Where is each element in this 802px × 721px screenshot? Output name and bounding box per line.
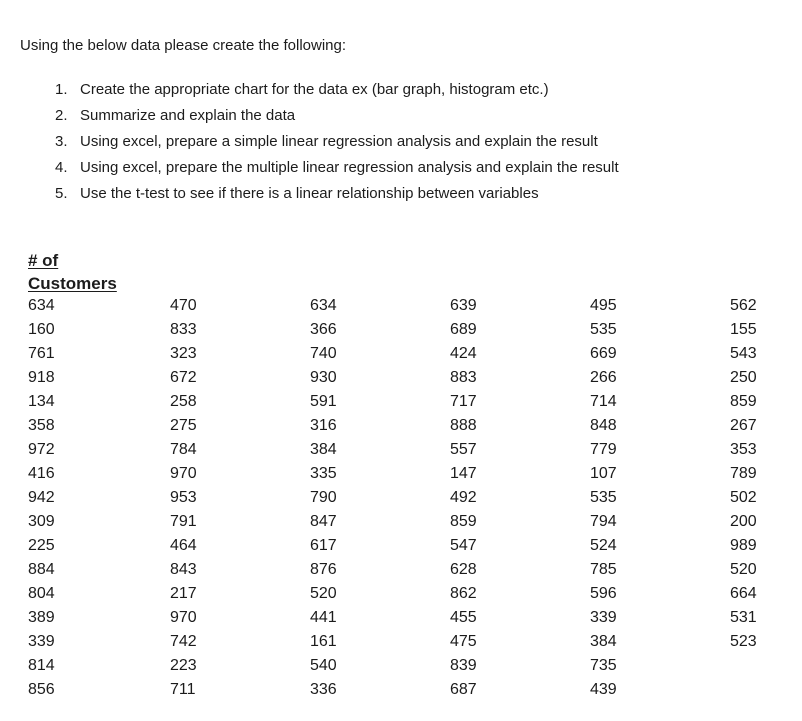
table-cell: 134 xyxy=(28,393,55,410)
table-cell: 953 xyxy=(170,489,197,506)
table-cell: 531 xyxy=(730,609,757,626)
task-text: Using excel, prepare the multiple linear regression analysis and explain the result xyxy=(80,159,619,176)
table-cell: 639 xyxy=(450,297,477,314)
table-cell: 794 xyxy=(590,513,617,530)
table-cell: 147 xyxy=(450,465,477,482)
table-cell: 814 xyxy=(28,657,55,674)
table-cell: 475 xyxy=(450,633,477,650)
table-cell: 353 xyxy=(730,441,757,458)
table-cell: 596 xyxy=(590,585,617,602)
table-cell: 687 xyxy=(450,681,477,698)
table-cell: 859 xyxy=(730,393,757,410)
table-cell: 790 xyxy=(310,489,337,506)
table-cell: 335 xyxy=(310,465,337,482)
task-text: Create the appropriate chart for the data ex (bar graph, histogram etc.) xyxy=(80,81,549,98)
task-item-5 xyxy=(55,184,619,210)
table-cell: 791 xyxy=(170,513,197,530)
table-cell: 972 xyxy=(28,441,55,458)
table-cell: 492 xyxy=(450,489,477,506)
customer-data-table xyxy=(28,294,802,702)
table-cell: 785 xyxy=(590,561,617,578)
table-cell: 464 xyxy=(170,537,197,554)
task-list xyxy=(55,80,619,210)
table-cell: 424 xyxy=(450,345,477,362)
task-text: Using excel, prepare a simple linear regression analysis and explain the result xyxy=(80,133,598,150)
table-cell: 848 xyxy=(590,417,617,434)
table-cell: 535 xyxy=(590,321,617,338)
table-cell: 470 xyxy=(170,297,197,314)
task-item-2 xyxy=(55,106,619,132)
task-number: 2. xyxy=(55,107,68,124)
table-cell: 634 xyxy=(310,297,337,314)
table-cell: 524 xyxy=(590,537,617,554)
table-cell: 540 xyxy=(310,657,337,674)
table-cell: 323 xyxy=(170,345,197,362)
table-cell: 711 xyxy=(170,681,196,698)
table-cell: 275 xyxy=(170,417,197,434)
table-cell: 859 xyxy=(450,513,477,530)
table-cell: 883 xyxy=(450,369,477,386)
task-number: 1. xyxy=(55,81,68,98)
table-cell: 389 xyxy=(28,609,55,626)
table-cell: 628 xyxy=(450,561,477,578)
table-header-line1: # of xyxy=(28,251,59,270)
table-cell: 740 xyxy=(310,345,337,362)
task-text: Summarize and explain the data xyxy=(80,107,296,124)
task-text: Use the t-test to see if there is a linear relationship between variables xyxy=(80,185,539,202)
table-cell: 441 xyxy=(310,609,337,626)
table-cell: 160 xyxy=(28,321,55,338)
task-item-4 xyxy=(55,158,619,184)
table-cell: 856 xyxy=(28,681,55,698)
table-cell: 416 xyxy=(28,465,55,482)
table-cell: 339 xyxy=(590,609,617,626)
table-cell: 502 xyxy=(730,489,757,506)
table-cell: 316 xyxy=(310,417,337,434)
task-number: 3. xyxy=(55,133,68,150)
table-cell: 876 xyxy=(310,561,337,578)
table-cell: 742 xyxy=(170,633,197,650)
table-cell: 789 xyxy=(730,465,757,482)
table-cell: 520 xyxy=(310,585,337,602)
table-cell: 689 xyxy=(450,321,477,338)
table-cell: 804 xyxy=(28,585,55,602)
table-cell: 455 xyxy=(450,609,477,626)
table-cell: 225 xyxy=(28,537,55,554)
table-cell: 495 xyxy=(590,297,617,314)
table-cell: 862 xyxy=(450,585,477,602)
table-cell: 358 xyxy=(28,417,55,434)
table-cell: 735 xyxy=(590,657,617,674)
table-cell: 833 xyxy=(170,321,197,338)
table-cell: 970 xyxy=(170,465,197,482)
task-item-3 xyxy=(55,132,619,158)
table-header xyxy=(28,249,117,295)
table-cell: 200 xyxy=(730,513,757,530)
table-cell: 884 xyxy=(28,561,55,578)
table-cell: 557 xyxy=(450,441,477,458)
table-cell: 634 xyxy=(28,297,55,314)
page-title: Using the below data please create the following: xyxy=(20,37,347,54)
table-cell: 543 xyxy=(730,345,757,362)
table-cell: 250 xyxy=(730,369,757,386)
table-cell: 520 xyxy=(730,561,757,578)
table-cell xyxy=(730,678,802,702)
task-item-1 xyxy=(55,80,619,106)
table-header-line2: Customers xyxy=(28,274,117,293)
table-cell: 779 xyxy=(590,441,617,458)
table-cell: 336 xyxy=(310,681,337,698)
table-cell: 664 xyxy=(730,585,757,602)
table-cell: 384 xyxy=(590,633,617,650)
table-cell: 591 xyxy=(310,393,337,410)
table-cell: 942 xyxy=(28,489,55,506)
table-cell: 970 xyxy=(170,609,197,626)
table-cell: 439 xyxy=(590,681,617,698)
table-cell: 223 xyxy=(170,657,197,674)
table-cell: 847 xyxy=(310,513,337,530)
table-cell: 217 xyxy=(170,585,197,602)
table-cell: 266 xyxy=(590,369,617,386)
table-cell: 930 xyxy=(310,369,337,386)
table-cell: 669 xyxy=(590,345,617,362)
table-cell: 155 xyxy=(730,321,757,338)
table-cell: 535 xyxy=(590,489,617,506)
table-cell: 717 xyxy=(450,393,477,410)
table-cell: 384 xyxy=(310,441,337,458)
table-cell: 267 xyxy=(730,417,757,434)
table-cell: 562 xyxy=(730,297,757,314)
table-cell: 989 xyxy=(730,537,757,554)
table-cell: 258 xyxy=(170,393,197,410)
table-cell: 672 xyxy=(170,369,197,386)
table-cell: 547 xyxy=(450,537,477,554)
task-number: 5. xyxy=(55,185,68,202)
table-cell: 888 xyxy=(450,417,477,434)
table-cell: 714 xyxy=(590,393,617,410)
table-cell xyxy=(730,654,802,678)
task-number: 4. xyxy=(55,159,68,176)
table-cell: 761 xyxy=(28,345,55,362)
table-cell: 617 xyxy=(310,537,337,554)
table-cell: 523 xyxy=(730,633,757,650)
table-cell: 309 xyxy=(28,513,55,530)
table-cell: 366 xyxy=(310,321,337,338)
table-cell: 839 xyxy=(450,657,477,674)
table-cell: 107 xyxy=(590,465,617,482)
table-cell: 161 xyxy=(310,633,337,650)
table-cell: 918 xyxy=(28,369,55,386)
table-cell: 843 xyxy=(170,561,197,578)
table-cell: 339 xyxy=(28,633,55,650)
table-cell: 784 xyxy=(170,441,197,458)
